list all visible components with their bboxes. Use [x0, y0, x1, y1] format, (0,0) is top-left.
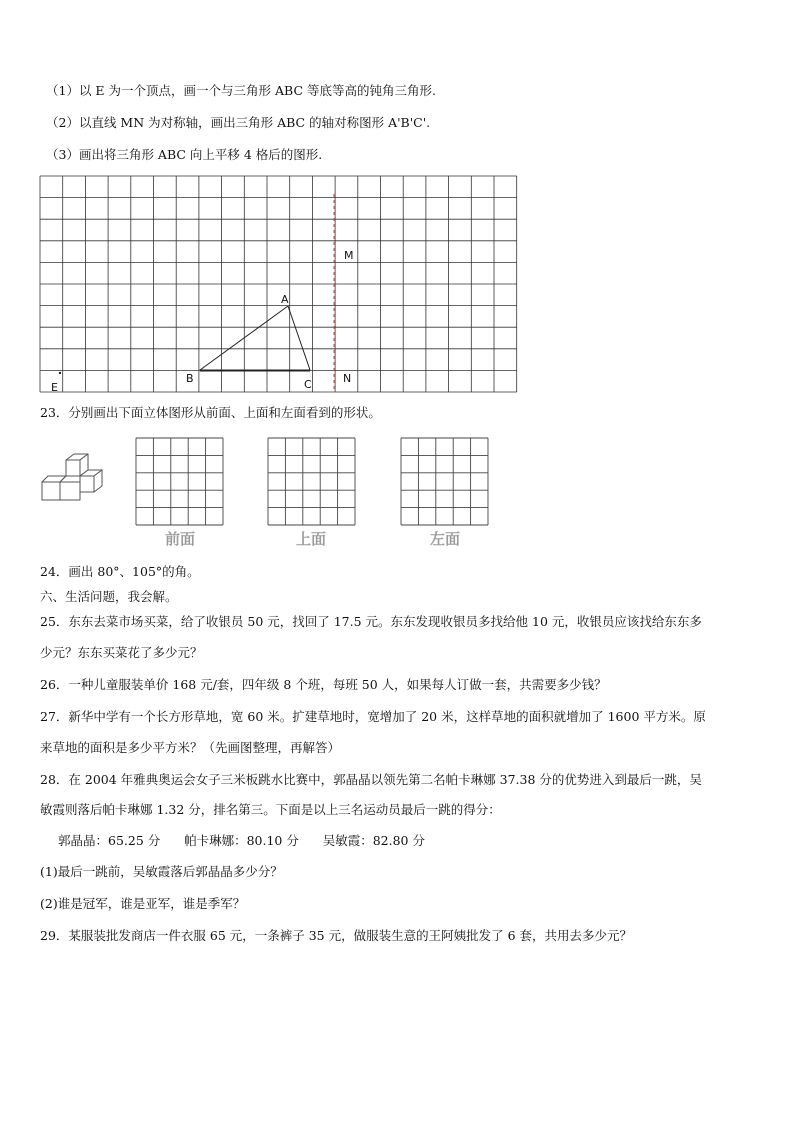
triangle-grid-figure — [38, 174, 520, 394]
q27-line2: 来草地的面积是多少平方米？（先画图整理，再解答） — [40, 740, 341, 755]
label-a: A — [281, 293, 289, 306]
front-view-grid — [135, 437, 225, 527]
caption-left: 左面 — [430, 530, 461, 548]
q23-text: 23．分别画出下面立体图形从前面、上面和左面看到的形状。 — [40, 405, 381, 420]
label-n: N — [343, 372, 352, 385]
top-view-grid — [267, 437, 357, 527]
label-b: B — [186, 372, 194, 385]
q28-line2: 敏霞则落后帕卡琳娜 1.32 分，排名第三。下面是以上三名运动员最后一跳的得分： — [40, 802, 501, 817]
label-c: C — [304, 378, 312, 391]
q26-text: 26．一种儿童服装单价 168 元/套，四年级 8 个班，每班 50 人，如果每人订做一套，共需要多少钱？ — [40, 677, 607, 692]
q22-part1: （1）以 E 为一个顶点，画一个与三角形 ABC 等底等高的钝角三角形. — [46, 83, 436, 98]
caption-top: 上面 — [296, 530, 327, 548]
section-6-heading: 六、生活问题，我会解。 — [40, 589, 178, 604]
q24-text: 24．画出 80°、105°的角。 — [40, 564, 200, 579]
q25-line2: 少元？东东买菜花了多少元？ — [40, 645, 203, 660]
point-e-dot — [59, 372, 61, 374]
q27-line1: 27．新华中学有一个长方形草地，宽 60 米。扩建草地时，宽增加了 20 米，这样草地的面积就增加了 1600 平方米。原 — [40, 709, 706, 724]
label-e: E — [51, 381, 58, 394]
cube-solid-figure — [38, 452, 110, 506]
caption-front: 前面 — [165, 530, 196, 548]
q28-line1: 28．在 2004 年雅典奥运会女子三米板跳水比赛中，郭晶晶以领先第二名帕卡琳娜 37.38 分的优势进入到最后一跳，吴 — [40, 772, 702, 787]
label-m: M — [344, 249, 354, 262]
q22-part2: （2）以直线 MN 为对称轴，画出三角形 ABC 的轴对称图形 A'B'C'. — [46, 115, 431, 130]
triangle-abc — [200, 306, 310, 370]
q28-scores: 郭晶晶：65.25 分 帕卡琳娜：80.10 分 吴敏霞：82.80 分 — [58, 833, 425, 848]
q29-text: 29．某服装批发商店一件衣服 65 元，一条裤子 35 元，做服装生意的王阿姨批发了 6 套，共用去多少元？ — [40, 928, 633, 943]
q25-line1: 25．东东去菜市场买菜，给了收银员 50 元，找回了 17.5 元。东东发现收银员多找给他 10 元，收银员应该找给东东多 — [40, 614, 702, 629]
q28-sub1: (1)最后一跳前，吴敏霞落后郭晶晶多少分？ — [40, 864, 283, 879]
left-view-grid — [400, 437, 490, 527]
q28-sub2: (2)谁是冠军，谁是亚军，谁是季军？ — [40, 896, 246, 911]
q22-part3: （3）画出将三角形 ABC 向上平移 4 格后的图形. — [46, 147, 323, 162]
